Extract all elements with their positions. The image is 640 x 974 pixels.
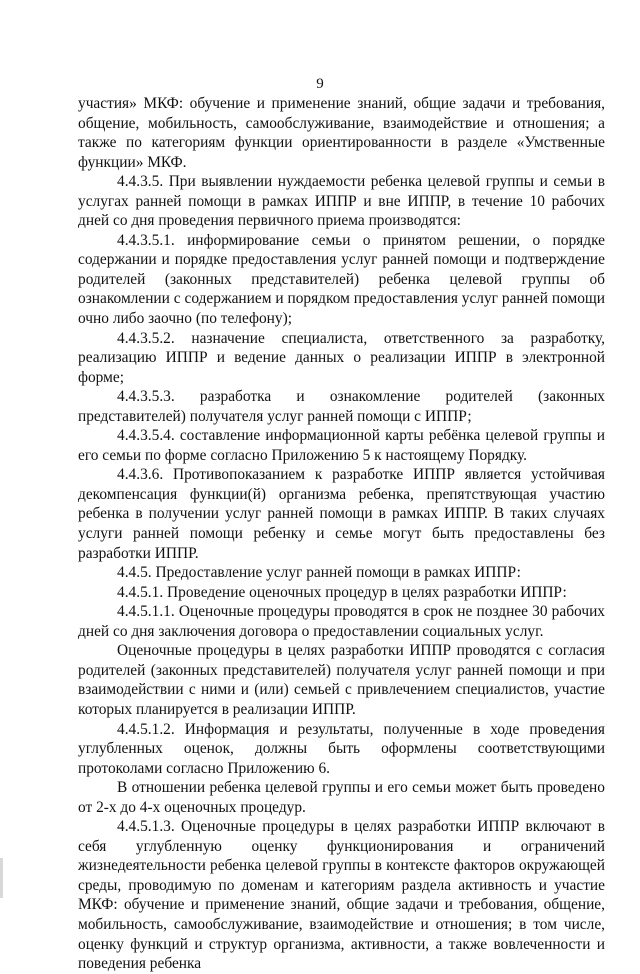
- scan-edge-mark: [0, 858, 3, 898]
- paragraph: 4.4.3.5.1. информирование семьи о принятом решении, о порядке содержании и порядке предоставления услуг ранней помощи и подтверждение родителей (законных представителей) ребенка целевой группы об ознакомлении с содержанием и порядком предоставления услуг ранней помощи очно либо заочно (по телефону);: [78, 231, 605, 328]
- paragraph: 4.4.5.1.3. Оценочные процедуры в целях разработки ИППР включают в себя углубленную оценку функционирования и ограничений жизнедеятельности ребенка целевой группы в контексте факторов окружающей среды, проводимую по доменам и категориям раздела активность и участие МКФ: обучение и применение знаний, общие задачи и требования, общение, мобильность, самообслуживание, взаимодействие и отношения; в том числе, оценку функций и структур организма, активности, а также вовлеченности и поведения ребенка: [78, 818, 605, 973]
- paragraph: 4.4.5.1.2. Информация и результаты, полученные в ходе проведения углубленных оценок, должны быть оформлены соответствующими протоколами согласно Приложению 6.: [78, 720, 605, 777]
- paragraph: 4.4.5. Предоставление услуг ранней помощи в рамках ИППР:: [117, 564, 521, 582]
- document-body: [78, 94, 605, 974]
- paragraph: 4.4.3.6. Противопоказанием к разработке ИППР является устойчивая декомпенсация функции(й) организма ребенка, препятствующая участию ребенка в получении услуг ранней помощи в рамках ИППР. В таких случаях услуги ранней помощи ребенку и семье могут быть предоставлены без разработки ИППР.: [78, 466, 605, 562]
- paragraph: 4.4.3.5. При выявлении нуждаемости ребенка целевой группы и семьи в услугах ранней помощи в рамках ИППР и вне ИППР, в течение 10 рабочих дней со дня проведения первичного приема производятся:: [78, 173, 605, 230]
- paragraph: участия» МКФ: обучение и применение знаний, общие задачи и требования, общение, мобильность, самообслуживание, взаимодействие и отношения; а также по категориям функции ориентированности в разделе «Умственные функции» МКФ.: [78, 95, 605, 171]
- paragraph: Оценочные процедуры в целях разработки ИППР проводятся с согласия родителей (законных представителей) получателя услуг ранней помощи и при взаимодействии с ними и (или) семьей с привлечением специалистов, участие которых планируется в реализации ИППР.: [78, 642, 605, 718]
- page-number: 9: [316, 76, 324, 92]
- paragraph: 4.4.5.1.1. Оценочные процедуры проводятся в срок не позднее 30 рабочих дней со дня заключения договора о предоставлении социальных услуг.: [78, 603, 605, 640]
- paragraph: В отношении ребенка целевой группы и его семьи может быть проведено от 2-х до 4-х оценочных процедур.: [78, 779, 605, 816]
- paragraph: 4.4.5.1. Проведение оценочных процедур в целях разработки ИППР:: [117, 583, 567, 601]
- paragraph: 4.4.3.5.3. разработка и ознакомление родителей (законных представителей) получателя услуг ранней помощи с ИППР;: [78, 388, 605, 425]
- paragraph: 4.4.3.5.4. составление информационной карты ребёнка целевой группы и его семьи по форме согласно Приложению 5 к настоящему Порядку.: [78, 427, 605, 464]
- paragraph: 4.4.3.5.2. назначение специалиста, ответственного за разработку, реализацию ИППР и ведение данных о реализации ИППР в электронной форме;: [78, 329, 605, 386]
